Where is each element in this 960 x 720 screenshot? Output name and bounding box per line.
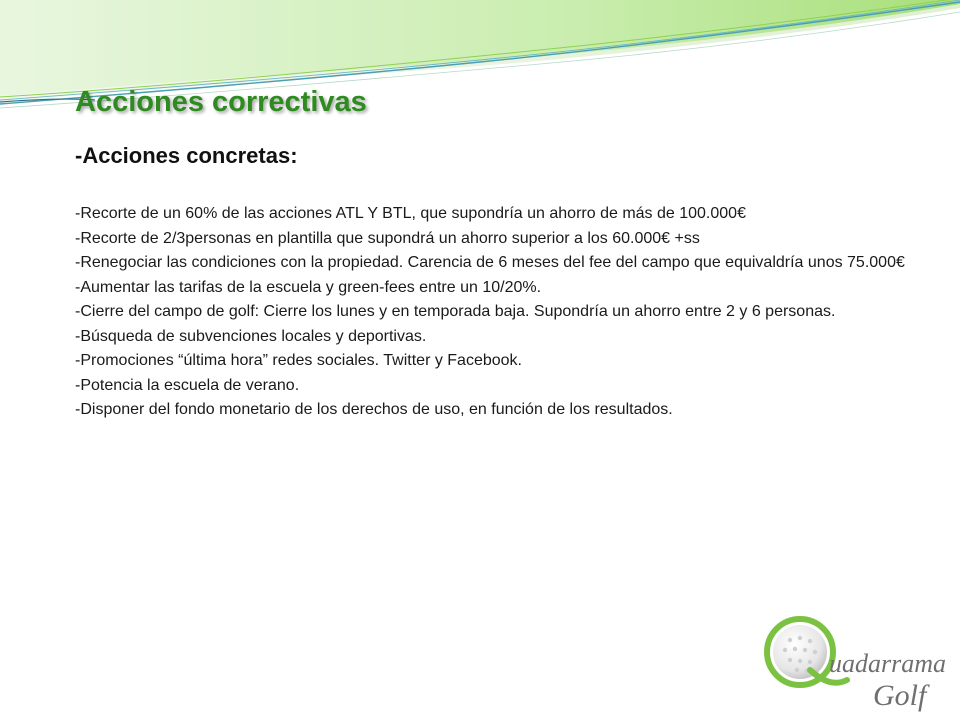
action-item: -Aumentar las tarifas de la escuela y green-fees entre un 10/20%.: [75, 278, 542, 296]
action-item: -Disponer del fondo monetario de los derechos de uso, en función de los resultados.: [75, 401, 673, 418]
action-item: -Renegociar las condiciones con la propiedad. Carencia de 6 meses del fee del campo que equivaldría unos 75.000€: [75, 254, 905, 271]
action-item: -Promociones “última hora” redes sociales. Twitter y Facebook.: [75, 352, 522, 369]
action-item: -Recorte de un 60% de las acciones ATL Y BTL, que supondría un ahorro de más de 100.000€: [75, 205, 746, 222]
slide-title: Acciones correctivas: [75, 86, 367, 118]
svg-text:uadarrama: uadarrama: [829, 649, 947, 678]
action-item: -Cierre del campo de golf: Cierre los lunes y en temporada baja. Supondría un ahorro entre 2 y 6 personas.: [75, 303, 836, 320]
guadarrama-golf-logo: [755, 610, 955, 720]
svg-text:Golf: Golf: [873, 679, 927, 712]
slide-subtitle: -Acciones concretas:: [75, 143, 298, 168]
action-item: -Potencia la escuela de verano.: [75, 376, 300, 394]
corrective-actions-list: [75, 202, 915, 423]
action-item: -Búsqueda de subvenciones locales y deportivas.: [75, 327, 427, 345]
action-item: -Recorte de 2/3personas en plantilla que supondrá un ahorro superior a los 60.000€ +ss: [75, 229, 700, 247]
